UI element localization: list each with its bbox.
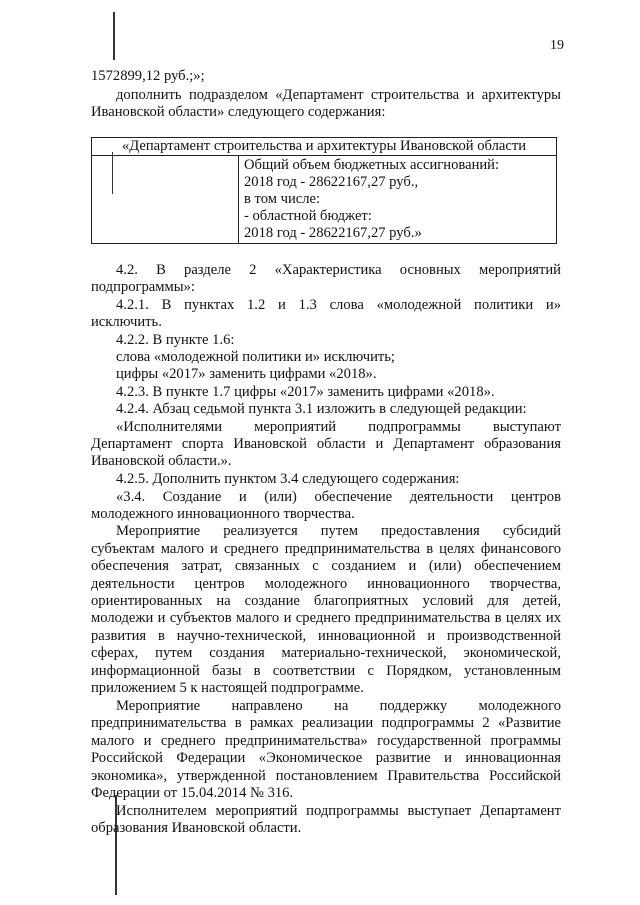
text-line: «Исполнителями мероприятий подпрограммы выступают — [116, 419, 561, 435]
text-line: Исполнителем мероприятий подпрограммы выступает Департамент — [116, 803, 561, 819]
text-line: субъектам малого и среднего предпринимательства в целях финансового — [91, 541, 561, 557]
text-line: молодежи и субъектов малого и среднего предпринимательства в целях их — [91, 610, 561, 626]
text-line: Ивановской области» следующего содержания: — [91, 104, 386, 120]
text-line: 1572899,12 руб.;»; — [91, 68, 205, 84]
text-line: сферах, путем создания материально-технической, экономической, — [91, 645, 561, 661]
text-line: Федерации от 15.04.2014 № 316. — [91, 785, 294, 801]
text-line: 4.2.4. Абзац седьмой пункта 3.1 изложить в следующей редакции: — [116, 401, 527, 417]
text-line: обеспечения затрат, связанных с созданием и (или) обеспечением — [91, 558, 561, 574]
text-line: 4.2.5. Дополнить пунктом 3.4 следующего содержания: — [116, 471, 460, 487]
table-cell: - областной бюджет: — [244, 208, 372, 224]
text-line: предпринимательства в рамках реализации подпрограммы 2 «Развитие — [91, 715, 561, 731]
text-line: дополнить подразделом «Департамент строительства и архитектуры — [116, 87, 561, 103]
scan-margin-mark — [113, 12, 115, 60]
text-line: молодежного инновационного творчества. — [91, 506, 355, 522]
text-line: информационной базы в соответствии с Порядком, установленным — [91, 663, 561, 679]
text-line: образования Ивановской области. — [91, 820, 302, 836]
text-line: цифры «2017» заменить цифрами «2018». — [116, 366, 377, 382]
text-line: Мероприятие реализуется путем предоставления субсидий — [116, 523, 561, 539]
text-line: 4.2.1. В пунктах 1.2 и 1.3 слова «молодежной политики и» — [116, 297, 561, 313]
text-line: приложением 5 к настоящей подпрограмме. — [91, 680, 364, 696]
text-line: Мероприятие направлено на поддержку молодежного — [116, 698, 561, 714]
text-line: Департамент спорта Ивановской области и Департамент образования — [91, 436, 561, 452]
text-line: исключить. — [91, 314, 162, 330]
table-cell: Общий объем бюджетных ассигнований: — [244, 157, 500, 173]
table-cell: 2018 год - 28622167,27 руб., — [244, 174, 419, 190]
table-cell: в том числе: — [244, 191, 321, 207]
text-line: малого и среднего предпринимательства» государственной программы — [91, 733, 561, 749]
text-line: Российской Федерации «Экономическое развитие и инновационная — [91, 750, 561, 766]
text-line: 4.2.3. В пункте 1.7 цифры «2017» заменить цифрами «2018». — [116, 384, 495, 400]
text-line: «3.4. Создание и (или) обеспечение деятельности центров — [116, 489, 561, 505]
text-line: 4.2. В разделе 2 «Характеристика основных мероприятий — [116, 262, 561, 278]
text-line: деятельности центров молодежного инновационного творчества, — [91, 576, 561, 592]
table-header: «Департамент строительства и архитектуры Ивановской области — [92, 138, 556, 156]
table-cell: 2018 год - 28622167,27 руб.» — [244, 225, 422, 241]
text-line: развития в научно-технической, инновационной и производственной — [91, 628, 561, 644]
text-line: Ивановской области.». — [91, 453, 232, 469]
text-line: слова «молодежной политики и» исключить; — [116, 349, 395, 365]
text-line: ориентированных на создание благоприятных условий для детей, — [91, 593, 561, 609]
page-number: 19 — [550, 38, 564, 53]
text-line: 4.2.2. В пункте 1.6: — [116, 332, 235, 348]
text-line: подпрограммы»: — [91, 279, 195, 295]
text-line: экономика», утвержденной постановлением Правительства Российской — [91, 768, 561, 784]
table-divider — [238, 155, 239, 244]
budget-table — [91, 137, 557, 244]
